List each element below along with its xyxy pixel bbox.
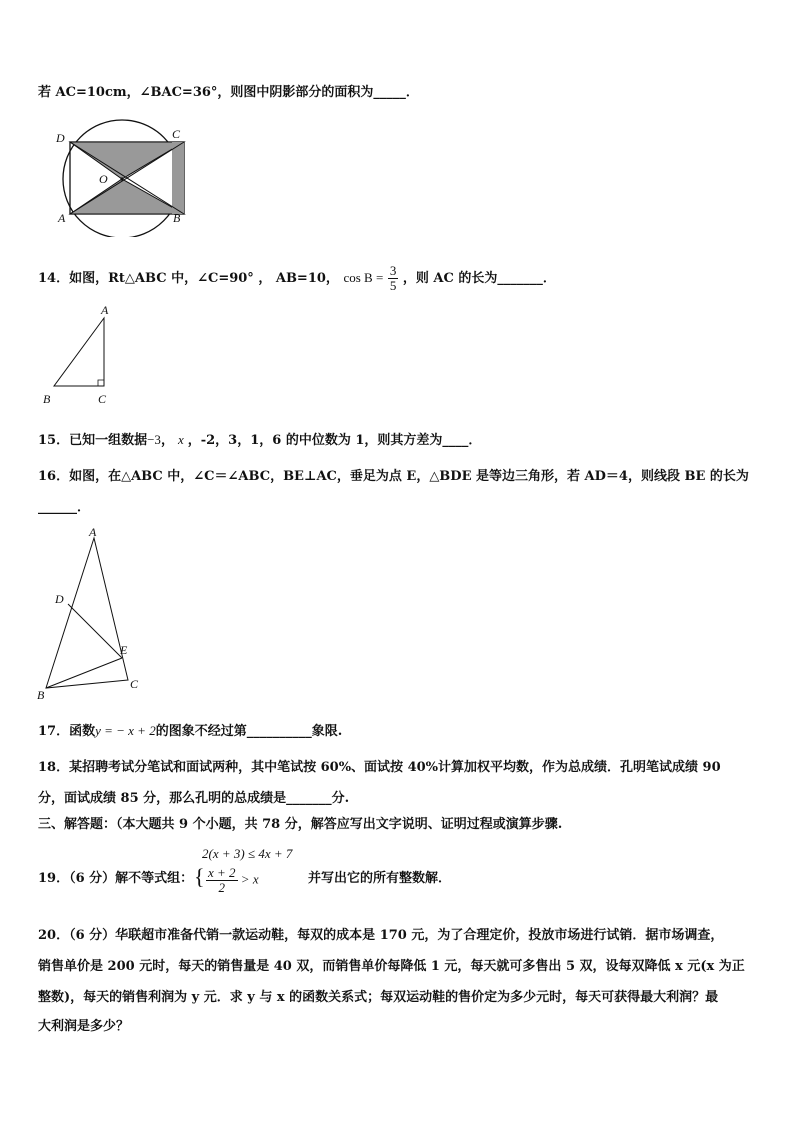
q18-line1: 18．某招聘考试分笔试和面试两种，其中笔试按 60%、面试按 40%计算加权平均数，作为总成绩．孔明笔试成绩 90 xyxy=(38,760,721,775)
q14-suffix: ，则 AC 的长为_______． xyxy=(402,271,556,286)
q13-circle-figure xyxy=(52,112,197,237)
q15-text-a: 15．已知一组数据 xyxy=(38,433,148,448)
q14-label-c: C xyxy=(98,392,107,406)
q19-inequality-1: 2(x + 3) ≤ 4x + 7 xyxy=(202,846,293,861)
q20-line3: 整数)，每天的销售利润为 y 元．求 y 与 x 的函数关系式；每双运动鞋的售价定为多少元时，每天可获得最大利润？最 xyxy=(38,990,719,1005)
q15-text-b: ， xyxy=(160,433,174,448)
q15-text xyxy=(38,432,481,449)
q16-label-e: E xyxy=(120,643,128,657)
q20-line1: 20．（6 分）华联超市准备代销一款运动鞋，每双的成本是 170 元，为了合理定价，投放市场进行试销．据市场调查， xyxy=(38,928,724,943)
q14-fraction xyxy=(388,264,399,293)
q17-suffix: 的图象不经过第__________象限. xyxy=(155,724,343,739)
q17-prefix: 17．函数 xyxy=(38,724,96,739)
q13-label-c: C xyxy=(172,127,181,141)
q19-inequality-2 xyxy=(206,866,259,895)
q15-math-a: −3 xyxy=(147,432,161,447)
q14-label-a: A xyxy=(101,304,109,317)
q15-text-c: ，-2，3，1，6 的中位数为 1，则其方差为____． xyxy=(187,433,482,448)
q14-label-b: B xyxy=(43,392,51,406)
q17-math: y = − x + 2 xyxy=(95,723,156,738)
q14-triangle-figure xyxy=(38,304,118,409)
q19-prefix: 19．（6 分）解不等式组： xyxy=(38,871,194,886)
q13-label-d: D xyxy=(56,131,65,145)
q20-line4: 大利润是多少？ xyxy=(38,1019,130,1034)
q16-triangle-figure xyxy=(34,524,146,704)
q19-suffix: 并写出它的所有整数解． xyxy=(308,871,452,886)
q19-ineq2-rest: > x xyxy=(240,871,259,887)
section3-heading: 三、解答题：（本大题共 9 个小题，共 78 分，解答应写出文字说明、证明过程或演算步骤. xyxy=(38,817,563,832)
q16-line2: ______． xyxy=(38,500,91,515)
q14-frac-den: 5 xyxy=(389,278,397,293)
q13-label-o: O xyxy=(99,172,108,186)
q14-cos: cos B = xyxy=(343,270,384,285)
q17-text xyxy=(38,723,342,740)
q14-prefix: 14．如图，Rt△ABC 中，∠C=90° ， AB=10， xyxy=(38,271,339,286)
q16-line1: 16．如图，在△ABC 中，∠C＝∠ABC，BE⊥AC，垂足为点 E，△BDE 是等边三角形，若 AD＝4，则线段 BE 的长为 xyxy=(38,469,749,484)
q15-math-b: x xyxy=(177,432,184,447)
q13-label-a: A xyxy=(58,211,66,225)
q19-brace: { xyxy=(194,864,205,889)
q16-label-a: A xyxy=(89,525,97,539)
q16-label-c: C xyxy=(130,677,139,691)
q14-frac-num: 3 xyxy=(389,263,397,278)
q20-line2: 销售单价是 200 元时，每天的销售量是 40 双，而销售单价每降低 1 元，每天就可多售出 5 双，设每双降低 x 元(x 为正 xyxy=(38,959,745,974)
q18-line2: 分，面试成绩 85 分，那么孔明的总成绩是_______分. xyxy=(38,791,350,806)
q16-label-b: B xyxy=(37,688,45,702)
q19-ineq2-num: x + 2 xyxy=(208,865,236,880)
q16-label-d: D xyxy=(55,592,64,606)
q13-text: 若 AC=10cm，∠BAC=36°，则图中阴影部分的面积为_____． xyxy=(38,85,419,100)
q14-text xyxy=(38,264,556,293)
q13-label-b: B xyxy=(173,211,181,225)
q19-ineq2-den: 2 xyxy=(218,880,226,895)
